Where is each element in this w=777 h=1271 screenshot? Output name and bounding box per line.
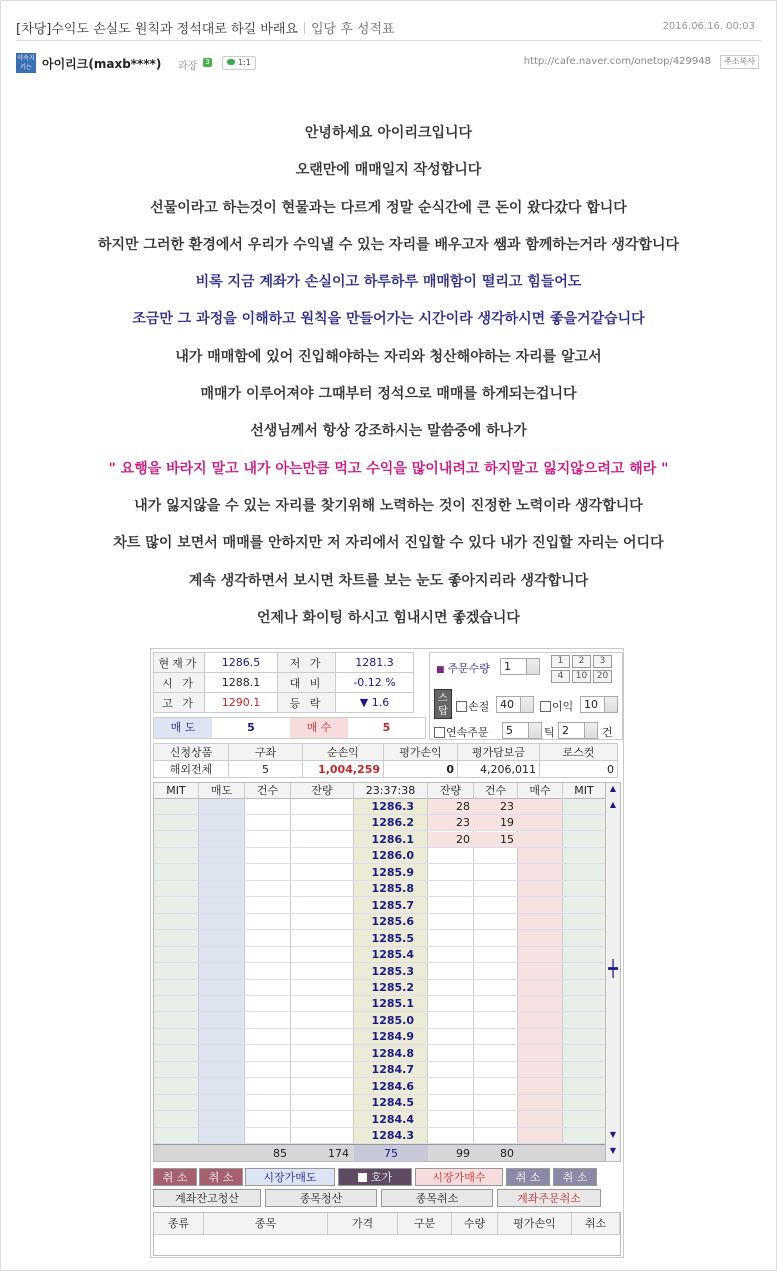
ladder-header-cell: 건수 — [245, 783, 291, 799]
ladder-price: 1284.8 — [371, 1046, 414, 1060]
ladder-price: 1285.6 — [371, 915, 414, 929]
ladder-row[interactable] — [154, 1046, 606, 1062]
quick-qty-1[interactable]: 1 — [551, 655, 570, 668]
cancel-sell-mit-button[interactable]: 취 소 — [153, 1168, 197, 1186]
ladder-price: 1286.0 — [371, 849, 414, 863]
post-header — [16, 15, 761, 41]
cancel-buy-button[interactable]: 취 소 — [506, 1168, 550, 1186]
profit-label: 이익 — [552, 700, 574, 713]
sell-count: 5 — [247, 721, 255, 734]
ladder-row[interactable] — [154, 815, 606, 831]
ladder-price: 1285.0 — [371, 1013, 414, 1027]
market-sell-button[interactable]: 시장가매도 — [245, 1168, 335, 1186]
bid-remain: 28 — [456, 800, 470, 813]
order-qty-label: 주문수량 — [447, 662, 490, 675]
ladder-row[interactable] — [154, 865, 606, 881]
account-table — [153, 743, 618, 778]
tick-spinner[interactable]: 2 — [558, 722, 598, 739]
footer-bid-count: 80 — [500, 1147, 514, 1160]
ladder-price: 1286.1 — [371, 832, 414, 846]
body-line: 비록 지금 계좌가 손실이고 하루하루 매매함이 떨리고 힘들어도 — [195, 274, 582, 291]
footer-ask-remain: 174 — [328, 1147, 349, 1160]
continuous-order-checkbox[interactable] — [434, 727, 445, 738]
positions-header-cell: 가격 — [328, 1213, 398, 1235]
bid-count: 15 — [500, 832, 514, 846]
positions-header-cell: 구분 — [398, 1213, 452, 1235]
quote-label: 저 가 — [278, 653, 336, 673]
profit-spinner[interactable]: 10 — [580, 696, 618, 713]
ladder-price: 1285.3 — [371, 964, 414, 978]
sell-buy-summary — [153, 717, 426, 739]
author-bar — [16, 53, 761, 75]
profit-toggle[interactable] — [540, 698, 573, 714]
positions-table — [153, 1212, 621, 1256]
ladder-price: 1284.6 — [371, 1079, 414, 1093]
account-order-cancel-button[interactable]: 계좌주문취소 — [497, 1189, 601, 1207]
ladder-price: 1284.7 — [371, 1063, 414, 1077]
account-header: 구좌 — [229, 744, 303, 761]
account-value: 0 — [540, 761, 618, 778]
body-line: 계속 생각하면서 보시면 차트를 보는 눈도 좋아지리라 생각합니다 — [188, 572, 589, 589]
body-line: 선생님께서 항상 강조하시는 말씀중에 하나가 — [250, 423, 527, 440]
body-line: 조금만 그 과정을 이해하고 원칙을 만들어가는 시간이라 생각하시면 좋을거같습니다 — [132, 311, 645, 328]
ladder-price: 1284.9 — [371, 1030, 414, 1044]
ladder-row[interactable] — [154, 931, 606, 947]
ladder-price: 1286.2 — [371, 816, 414, 830]
ladder-price: 1285.7 — [371, 898, 414, 912]
account-header: 순손익 — [303, 744, 384, 761]
account-header: 평가손익 — [384, 744, 458, 761]
quick-qty-20[interactable]: 20 — [593, 670, 612, 683]
account-balance-clear-button[interactable]: 계좌잔고청산 — [153, 1189, 261, 1207]
loss-label: 손절 — [468, 700, 490, 713]
buy-label: 매 수 — [290, 718, 348, 738]
order-qty-label-wrap: ■ 주문수량 — [436, 662, 490, 675]
body-line: 차트 많이 보면서 매매를 안하지만 저 자리에서 진입할 수 있다 내가 진입할 자리는 어디다 — [113, 535, 664, 552]
quote-row — [154, 693, 414, 713]
body-line: 선물이라고 하는것이 현물과는 다르게 정말 순식간에 큰 돈이 왔다갔다 합니다 — [150, 199, 627, 216]
hoga-label: 호가 — [370, 1171, 393, 1184]
ladder-header-cell: 23:37:38 — [354, 783, 428, 799]
account-value: 1,004,259 — [303, 761, 384, 778]
hoga-button[interactable] — [338, 1168, 412, 1186]
post-title[interactable]: [차당]수익도 손실도 원칙과 정석대로 하길 바래요 — [16, 22, 298, 37]
ladder-price: 1285.8 — [371, 882, 414, 896]
continuous-order-toggle[interactable] — [434, 724, 489, 740]
ladder-header-cell: 건수 — [474, 783, 518, 799]
item-clear-button[interactable]: 종목청산 — [265, 1189, 377, 1207]
quick-qty-10[interactable]: 10 — [572, 670, 591, 683]
ladder-row[interactable] — [154, 947, 606, 963]
footer-ask-count: 85 — [273, 1147, 287, 1160]
quote-label: 시 가 — [154, 673, 205, 693]
post-body — [0, 123, 777, 645]
profit-checkbox[interactable] — [540, 701, 551, 712]
sell-label: 매 도 — [154, 718, 212, 738]
ladder-row[interactable] — [154, 848, 606, 864]
ladder-row[interactable] — [154, 898, 606, 914]
body-line: 오랜만에 매매일지 작성합니다 — [295, 162, 482, 179]
account-value: 해외전체 — [154, 761, 229, 778]
ladder-row[interactable] — [154, 996, 606, 1012]
grade-level-icon: 3 — [203, 58, 212, 67]
account-value: 4,206,011 — [458, 761, 540, 778]
buy-count: 5 — [382, 721, 391, 734]
cancel-sell-button[interactable]: 취 소 — [199, 1168, 243, 1186]
quote-value: -0.12 % — [336, 673, 414, 693]
ladder-price: 1285.4 — [371, 948, 414, 962]
bid-count: 19 — [500, 816, 514, 830]
quote-value: 1286.5 — [205, 653, 278, 673]
positions-header — [154, 1213, 620, 1235]
footer-bid-remain: 99 — [456, 1147, 470, 1160]
count-label: 건 — [602, 726, 613, 739]
quote-value: 1290.1 — [205, 693, 278, 713]
positions-header-cell: 취소 — [572, 1213, 620, 1235]
footer-center: 75 — [354, 1145, 428, 1162]
positions-header-cell: 평가손익 — [498, 1213, 572, 1235]
account-header: 로스컷 — [540, 744, 618, 761]
ladder-price: 1285.1 — [371, 997, 414, 1011]
post-date: 2016.06.16. 00:03 — [662, 21, 755, 32]
quick-qty-2[interactable]: 2 — [572, 655, 591, 668]
ladder-footer — [154, 1144, 606, 1162]
body-line: 내가 잃지않을 수 있는 자리를 찾기위해 노력하는 것이 진정한 노력이라 생각합니다 — [134, 497, 643, 514]
hoga-checkbox[interactable] — [358, 1173, 367, 1182]
post-url[interactable]: http://cafe.naver.com/onetop/429948 — [523, 56, 711, 67]
ladder-header — [154, 783, 606, 799]
account-header: 신청상품 — [154, 744, 229, 761]
ladder-row[interactable] — [154, 832, 606, 848]
bid-count: 23 — [500, 800, 514, 813]
market-buy-button[interactable]: 시장가매수 — [415, 1168, 503, 1186]
ladder-scrollbar[interactable] — [605, 783, 620, 1161]
ladder-row[interactable] — [154, 914, 606, 930]
ladder-price: 1285.2 — [371, 980, 414, 994]
quote-label: 고 가 — [154, 693, 205, 713]
quote-value: 1288.1 — [205, 673, 278, 693]
trading-window — [150, 648, 624, 1258]
item-cancel-button[interactable]: 종목취소 — [381, 1189, 493, 1207]
author-name[interactable]: 아이리크(maxb****) — [42, 57, 162, 71]
ladder-row[interactable] — [154, 980, 606, 996]
quote-label: 등 락 — [278, 693, 336, 713]
continuous-order-label: 연속주문 — [446, 726, 489, 739]
cancel-buy-mit-button[interactable]: 취 소 — [553, 1168, 597, 1186]
order-ladder — [153, 782, 621, 1162]
chat-bubble-icon — [227, 59, 235, 65]
ladder-row[interactable] — [154, 1079, 606, 1095]
scroll-bottom-icon[interactable]: ▼ — [609, 1146, 617, 1155]
ladder-header-cell: MIT — [154, 783, 199, 799]
ladder-row[interactable] — [154, 1013, 606, 1029]
quote-value: ▼ 1.6 — [336, 693, 414, 713]
account-value: 5 — [229, 761, 303, 778]
body-line: 안녕하세요 아이리크입니다 — [304, 125, 473, 141]
author-grade: 과장 — [178, 61, 198, 72]
positions-header-cell: 종류 — [154, 1213, 204, 1235]
quote-label: 현재가 — [154, 653, 205, 673]
ladder-header-cell: 잔량 — [291, 783, 354, 799]
ladder-price: 1285.9 — [371, 865, 414, 879]
ladder-row[interactable] — [154, 1062, 606, 1078]
bid-remain: 20 — [456, 832, 470, 846]
ladder-header-cell: 매도 — [199, 783, 245, 799]
ladder-price: 1284.4 — [371, 1112, 414, 1126]
avatar[interactable]: 약속지키는 — [17, 55, 35, 71]
ladder-price: 1284.3 — [371, 1129, 414, 1142]
post-category[interactable]: 입당 후 성적표 — [310, 22, 395, 37]
ladder-header-cell: 잔량 — [428, 783, 474, 799]
ladder-header-cell: MIT — [563, 783, 606, 799]
loss-spinner[interactable]: 40 — [496, 696, 534, 713]
quote-table — [153, 652, 414, 713]
positions-header-cell: 수량 — [452, 1213, 498, 1235]
order-qty-spinner[interactable]: 1 — [500, 658, 540, 675]
scroll-top-icon[interactable]: ▲ — [609, 784, 617, 793]
bid-remain: 23 — [456, 816, 470, 830]
chat-label: 1:1 — [238, 58, 251, 67]
quick-qty-3[interactable]: 3 — [593, 655, 612, 668]
ladder-price: 1284.5 — [371, 1096, 414, 1110]
body-line: 내가 매매함에 있어 진입해야하는 자리와 청산해야하는 자리를 알고서 — [175, 348, 602, 365]
stop-button[interactable]: 스탑 — [434, 689, 452, 719]
ladder-row[interactable] — [154, 881, 606, 897]
quote-value: 1281.3 — [336, 653, 414, 673]
loss-checkbox[interactable] — [456, 701, 467, 712]
quote-row — [154, 653, 414, 673]
ladder-row[interactable] — [154, 1112, 606, 1128]
ladder-row[interactable] — [154, 1029, 606, 1045]
copy-url-button[interactable]: 주소복사 — [720, 55, 759, 69]
body-line: 언제나 화이팅 하시고 힘내시면 좋겠습니다 — [257, 609, 520, 626]
body-line: 하지만 그러한 환경에서 우리가 수익낼 수 있는 자리를 배우고자 쌤과 함께하는거라 생각합니다 — [97, 236, 680, 253]
ladder-header-cell: 매수 — [518, 783, 563, 799]
ladder-row[interactable] — [154, 1128, 606, 1144]
order-panel — [429, 652, 623, 740]
ladder-price: 1285.5 — [371, 931, 414, 945]
quick-qty-4[interactable]: 4 — [551, 670, 570, 683]
body-line: " 요행을 바라지 말고 내가 아는만큼 먹고 수익을 많이내려고 하지말고 잃지않으려고 해라 " — [108, 460, 669, 477]
account-header-row — [154, 744, 618, 761]
loss-toggle[interactable] — [456, 698, 489, 714]
account-value-row — [154, 761, 618, 778]
ladder-price: 1286.3 — [371, 800, 414, 813]
quote-row — [154, 673, 414, 693]
ladder-row[interactable] — [154, 1095, 606, 1111]
scroll-thumb-icon[interactable]: ┿ — [608, 959, 618, 978]
scroll-up-icon[interactable]: ▲ — [609, 800, 617, 809]
scroll-down-icon[interactable]: ▼ — [609, 1130, 617, 1139]
body-line: 매매가 이루어져야 그때부터 정석으로 매매를 하게되는겁니다 — [200, 386, 577, 403]
quote-label: 대 비 — [278, 673, 336, 693]
chat-button[interactable] — [222, 56, 256, 70]
account-header: 평가담보금 — [458, 744, 540, 761]
tick-label: 틱 — [544, 726, 555, 739]
ladder-row[interactable] — [154, 964, 606, 980]
ladder-row[interactable] — [154, 799, 606, 815]
post-title-line — [16, 18, 395, 37]
positions-header-cell: 종목 — [204, 1213, 328, 1235]
continuous-order-spinner[interactable]: 5 — [502, 722, 542, 739]
account-value: 0 — [384, 761, 458, 778]
